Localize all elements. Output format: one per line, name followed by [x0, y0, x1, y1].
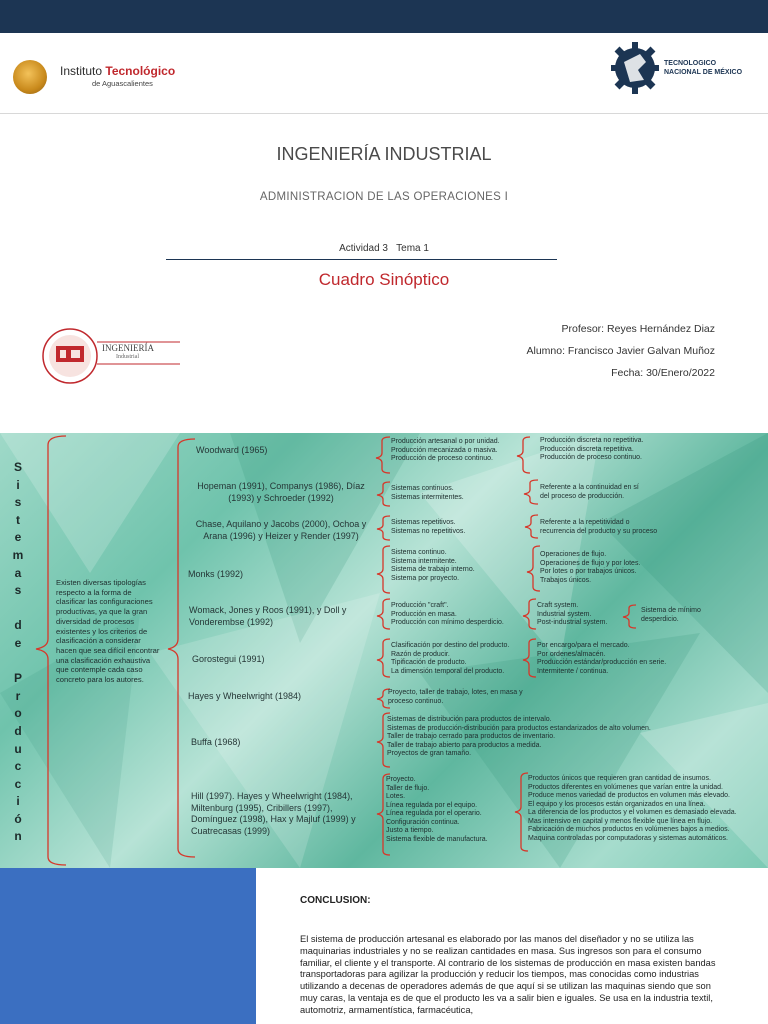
ita-logo-text [60, 64, 175, 78]
vertical-title-letter: ó [14, 811, 22, 826]
classification-list: Producción "craft". Producción en masa. Producción con mínimo desperdicio. [391, 602, 504, 626]
ita-seal-logo [13, 60, 47, 94]
vertical-title-letter: S [13, 460, 22, 474]
author-entry: Chase, Aquilano y Jacobs (2000), Ochoa y Arana (1996) y Heizer y Render (1997) [195, 519, 367, 541]
vertical-title-letter: u [14, 741, 22, 756]
classification-list: Proyecto, taller de trabajo, lotes, en masa y proceso continuo. [388, 689, 523, 705]
author-entry: Buffa (1968) [191, 737, 241, 747]
activity-label: Actividad 3 Tema 1 [339, 243, 429, 254]
vertical-title-letter: m [12, 547, 24, 562]
vertical-title-letter: o [14, 706, 22, 721]
vertical-title-letter: d [14, 618, 22, 633]
classification-list: Sistema continuo. Sistema intermitente. Sistema de trabajo interno. Sistema por proyecto. [391, 549, 475, 582]
subtype-list: Por encargo/para el mercado. Por ordenes/almacén. Producción estándar/producción en serie. Intermitente / continua. [537, 642, 667, 675]
vertical-title-letter: i [16, 794, 20, 809]
subtype-list: Productos únicos que requieren gran cantidad de insumos. Productos diferentes en volúmenes que varían entre la unidad. Produce menos variedad de productos en volumen más elevado. El equipo y los procesos están organizados en una línea. La diferencia de los productos y el volumen es demasiado elevada. Mas intensivo en capital y menos flexible que línea en flujo. Fabricación de muchos productos en volúmenes bajos a medios. Maquina controladas por computadoras y sistemas automáticos. [528, 775, 737, 842]
ita-logo-word1: Instituto [60, 64, 103, 78]
vertical-title-letter: d [14, 723, 22, 738]
logo-header [0, 33, 768, 114]
vertical-title-letter: c [14, 759, 22, 774]
subtype-list: Operaciones de flujo. Operaciones de flujo y por lotes. Por lotes o por trabajos únicos. Trabajos únicos. [540, 551, 641, 584]
author-entry: Monks (1992) [188, 569, 244, 579]
classification-list: Sistemas continuos. Sistemas intermitentes. [391, 485, 464, 501]
subtype-list: Producción discreta no repetitiva. Producción discreta repetitiva. Producción de proceso continuo. [540, 437, 644, 461]
author-entry: Womack, Jones y Roos (1991), y Doll y Vonderembse (1992) [189, 605, 347, 627]
ita-logo-word2: Tecnológico [105, 64, 176, 78]
classification-list: Clasificación por destino del producto. Razón de producir. Tipificación de producto. La dimensión temporal del producto. [391, 642, 510, 675]
vertical-title-letter: s [14, 583, 22, 598]
tecnm-logo-text [664, 59, 742, 77]
author-entry: Gorostegui (1991) [192, 654, 265, 664]
title-divider [166, 259, 557, 260]
vertical-title-letter: e [14, 530, 22, 545]
tecnm-logo-line1: TECNOLOGICO [664, 60, 717, 67]
author-entry: Hill (1997). Hayes y Wheelwright (1984), Miltenburg (1995), Cribillers (1997), Domínguez (1998), Hax y Majluf (1999) y Cuatrecasas (1999) [191, 791, 356, 836]
minimum-waste-note: Sistema de mínimo desperdicio. [641, 607, 701, 623]
vertical-title-letter: i [16, 477, 20, 492]
profesor-label: Profesor: Reyes Hernández Diaz [561, 323, 715, 335]
badge-line2: Industrial [116, 354, 139, 360]
subtype-list: Referente a la continuidad en sí del proceso de producción. [540, 484, 639, 500]
ingenieria-industrial-badge [40, 326, 190, 388]
subtype-list: Referente a la repetitividad o recurrencia del producto y su proceso [540, 519, 658, 535]
synoptic-chart [0, 433, 768, 868]
career-title: INGENIERÍA INDUSTRIAL [276, 144, 492, 164]
subject-title: ADMINISTRACION DE LAS OPERACIONES I [259, 191, 509, 203]
conclusion-heading: CONCLUSION: [300, 895, 371, 906]
ita-logo-subtitle: de Aguascalientes [92, 79, 153, 88]
vertical-title-letter: c [14, 776, 22, 791]
classification-list: Sistemas de distribución para productos de intervalo. Sistemas de producción-distribución para productos estandarizados de alto volumen. Taller de trabajo cerrado para productos de inventario. Taller de trabajo abierto para productos a medida. Proyectos de gran tamaño. [387, 716, 651, 757]
vertical-title-letter: r [15, 688, 21, 703]
vertical-title-letter: a [14, 565, 22, 580]
alumno-label: Alumno: Francisco Javier Galvan Muñoz [526, 345, 715, 357]
classification-list: Sistemas repetitivos. Sistemas no repetitivos. [391, 519, 466, 535]
author-entry: Hopeman (1991), Companys (1986), Díaz (1993) y Schroeder (1992) [197, 481, 365, 503]
tecnm-gear-logo [610, 40, 660, 96]
classification-list: Producción artesanal o por unidad. Producción mecanizada o masiva. Producción de proceso continuo. [391, 438, 500, 462]
vertical-title-letter: e [14, 635, 22, 650]
vertical-title-letter: n [14, 829, 22, 844]
document-title: Cuadro Sinóptico [318, 270, 450, 289]
author-entry: Hayes y Wheelwright (1984) [188, 691, 302, 701]
blue-accent-block [0, 868, 256, 1024]
author-entry: Woodward (1965) [196, 445, 268, 455]
vertical-title-letter: s [14, 495, 22, 510]
vertical-title-letter: P [13, 671, 22, 686]
tecnm-logo-line2: NACIONAL DE MÉXICO [664, 69, 743, 76]
top-banner [0, 0, 768, 33]
badge-line1: INGENIERÍA [102, 343, 154, 353]
subtype-list: Craft system. Industrial system. Post-industrial system. [537, 602, 608, 626]
conclusion-body: El sistema de producción artesanal es elaborado por las manos del diseñador y no se utiliza las maquinarias industriales y no se realizan cantidades en masa. Sus ingresos son para el consumo familiar, el cliente y el transporte. Al contrario de los sistemas de producción en masa existen bandas transportadoras para agilizar la producción y reducir los tiempos, mas conocidas como industrias utilizando a decenas de operadores además de que aquí si se utilizan las maquinas siendo que son muy caras, la ventaja es de que el producto les va a salir bien e iguales. Se usa en la industria textil, automotriz, armamentística, farmacéutica, [300, 934, 716, 1015]
vertical-title-letter: t [16, 512, 20, 527]
fecha-label: Fecha: 30/Enero/2022 [611, 367, 715, 379]
classification-list: Proyecto. Taller de flujo. Lotes. Línea regulada por el equipo. Línea regulada por el operario. Configuración continua. Justo a tiempo. Sistema flexible de manufactura. [386, 776, 488, 843]
intro-text: Existen diversas tipologías respecto a la forma de clasificar las configuraciones productivas, ya que la gran diversidad de procesos existentes y los criterios de clasificación a considerar hacen que sea difícil encontrar una clasificación exhaustiva que contemple cada caso concreto para los autores. [56, 578, 160, 685]
